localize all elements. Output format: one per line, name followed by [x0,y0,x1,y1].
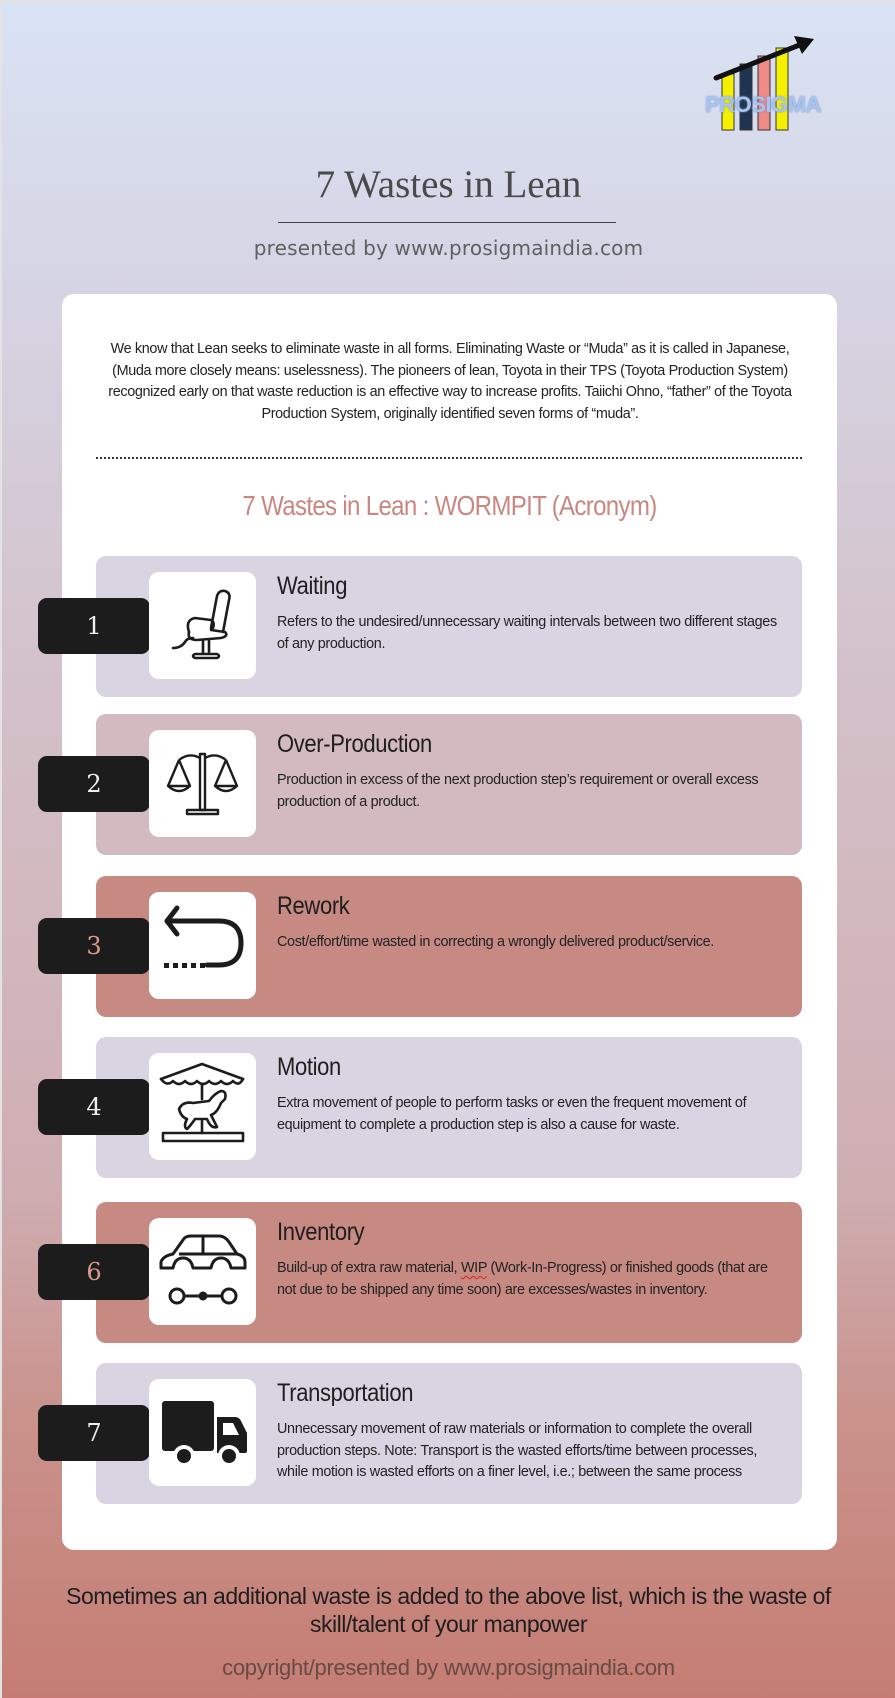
number-badge: 6 [38,1244,150,1300]
waste-description: Unnecessary movement of raw materials or information to complete the overall production steps. Note: Transport is the wasted efforts/time between processes, while motion is wasted efforts on a finer level, i.e.; between the same process [277,1421,758,1480]
section-title: 7 Wastes in Lean : WORMPIT (Acronym) [242,490,657,521]
balance-scale-icon [149,730,256,837]
u-turn-arrow-icon [149,892,256,999]
icon-box [149,1379,256,1486]
spellcheck-flagged-word: WIP [460,1260,487,1276]
icon-box [149,1218,256,1325]
page-subtitle: presented by www.prosigmaindia.com [253,236,644,260]
title-divider [278,222,616,223]
waste-title: Inventory [277,1218,365,1246]
icon-box [149,572,256,679]
waste-title: Waiting [277,572,348,600]
icon-box [149,730,256,837]
number-badge: 2 [38,756,150,812]
waste-description: Cost/effort/time wasted in correcting a wrongly delivered product/service. [277,934,714,950]
car-chassis-icon [149,1218,256,1325]
page-title: 7 Wastes in Lean [315,163,582,206]
content-card [62,294,837,1550]
dotted-divider [96,457,802,459]
waste-item-rework [86,876,802,1017]
waste-item-inventory [86,1202,802,1343]
prosigma-logo [702,36,824,134]
waste-title: Over-Production [277,730,432,758]
waste-title: Rework [277,892,350,920]
waste-item-transportation [86,1363,802,1504]
intro-paragraph: We know that Lean seeks to eliminate waste in all forms. Eliminating Waste or “Muda” as it is called in Japanese, (Muda more closely means: uselessness). The pioneers of lean, Toyota in their TPS (Toyota Production System) recognized early on that waste reduction is an effective way to increase profits. Taiichi Ohno, “father” of the Toyota Production System, originally identified seven forms of “muda”. [108,341,792,422]
waste-description: Extra movement of people to perform tasks or even the frequent movement of equipment to complete a production step is also a cause for waste. [277,1095,747,1133]
waste-description: Production in excess of the next production step’s requirement or overall excess production of a product. [277,772,759,810]
waste-description: Build-up of extra raw material, WIP (Work-In-Progress) or finished goods (that are not due to be shipped any time soon) are excesses/wastes in inventory. [277,1260,768,1298]
number-badge: 1 [38,598,150,654]
footer-note: Sometimes an additional waste is added to the above list, which is the waste of skill/talent of your manpower [66,1583,831,1637]
logo-text: PROSIGMA [705,92,821,117]
waste-title: Transportation [277,1379,414,1407]
barber-chair-icon [149,572,256,679]
carousel-horse-icon [149,1053,256,1160]
waste-description: Refers to the undesired/unnecessary waiting intervals between two different stages of any production. [277,614,777,652]
number-badge: 3 [38,918,150,974]
waste-item-motion [86,1037,802,1178]
waste-item-over-production [86,714,802,855]
bar-chart-arrow-icon [702,36,824,134]
infographic-page [2,2,895,1698]
icon-box [149,892,256,999]
waste-item-waiting [86,556,802,697]
number-badge: 7 [38,1405,150,1461]
number-badge: 4 [38,1079,150,1135]
icon-box [149,1053,256,1160]
waste-title: Motion [277,1053,341,1081]
delivery-truck-icon [149,1379,256,1486]
copyright-text: copyright/presented by www.prosigmaindia.com [222,1655,675,1680]
